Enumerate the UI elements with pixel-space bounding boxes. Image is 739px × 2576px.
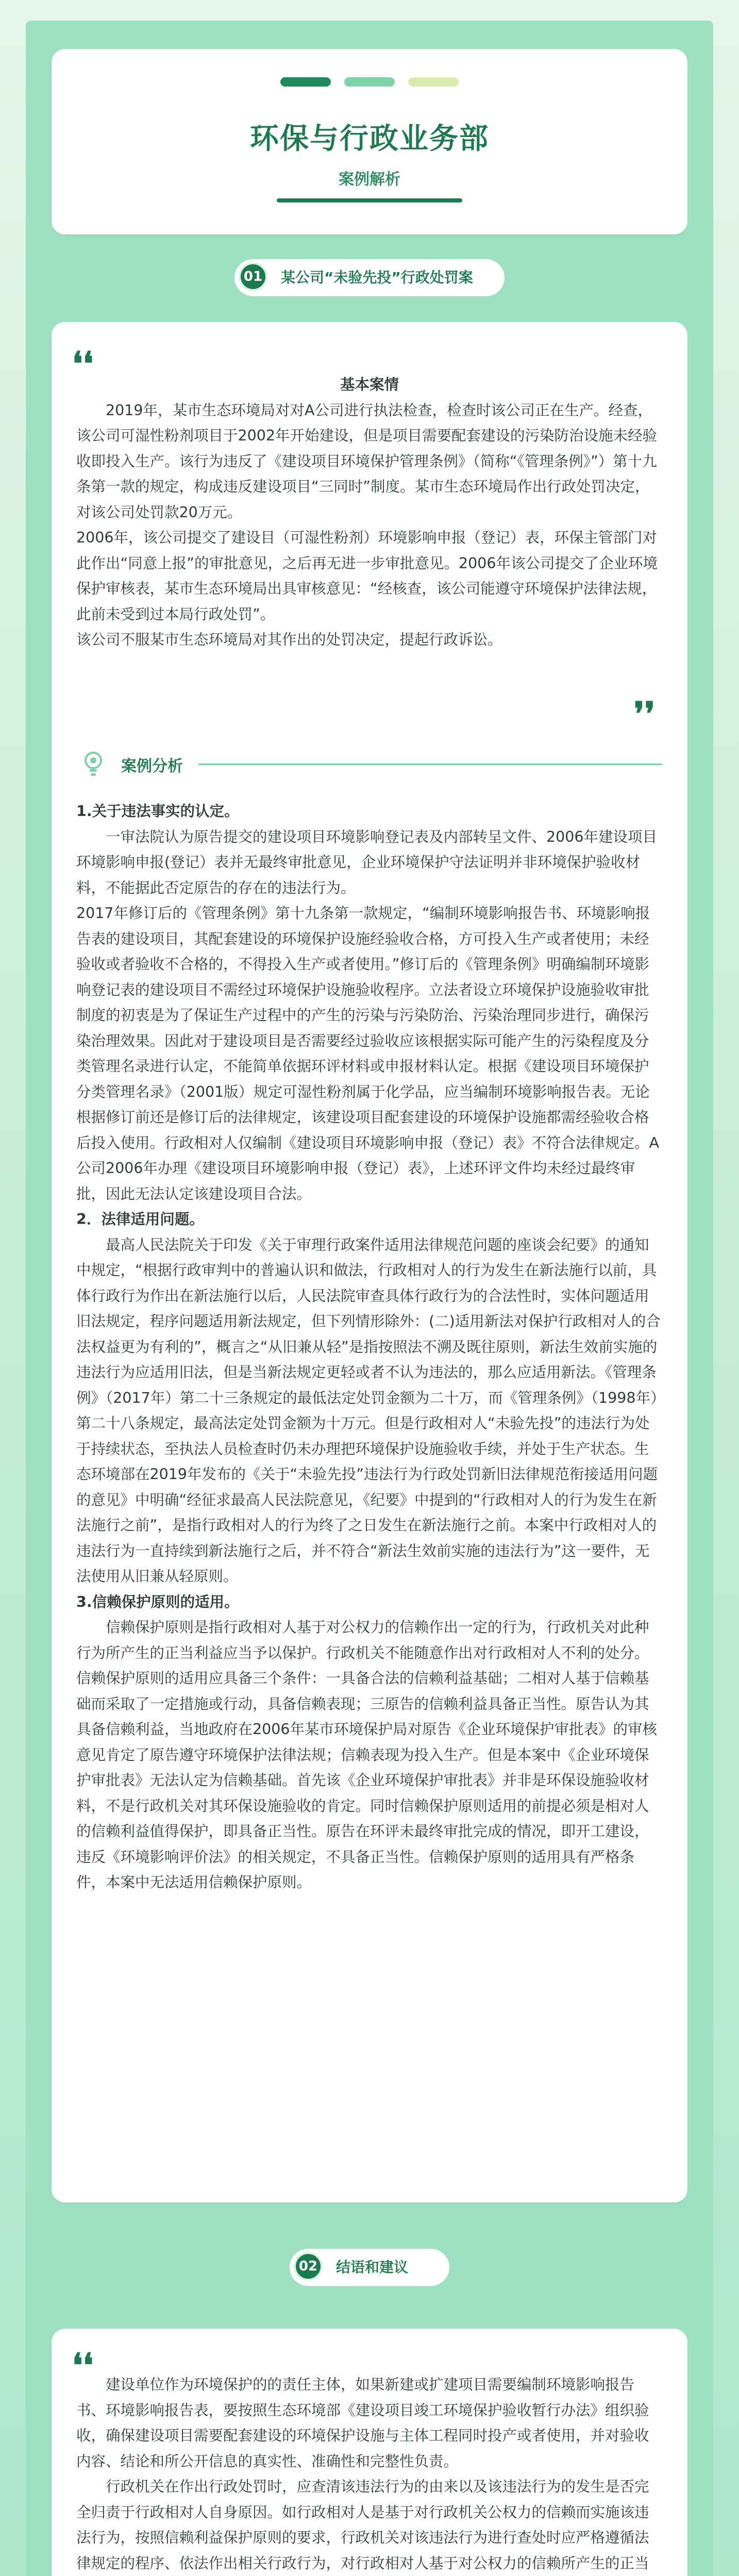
fact-paragraph: 该公司不服某市生态环境局对其作出的处罚决定，提起行政诉讼。 [76,631,502,648]
section-1-heading [234,259,505,296]
subtitle-underline [277,198,462,202]
fact-paragraph: 2019年，某市生态环境局对对A公司进行执法检查，检查时该公司正在生产。经查，该公司可湿性粉剂项目于2002年开始建设，但是项目需要配套建设的污染防治设施未经验收即投入生产。该行为违反了《建设项目环境保护管理条例》（简称“《管理条例》”）第十九条第一款的规定，构成违反建设项目“三同时”制度。某市生态环境局作出行政处罚决定，对该公司处罚款20万元。 [76,401,658,521]
analysis-label: 案例分析 [121,757,183,775]
basic-facts [76,372,663,653]
quote-open-icon: ❛❛ [72,2346,94,2385]
analysis-paragraph: 一审法院认为原告提交的建设项目环境影响登记表及内部转呈文件、2006年建设项目环境影响申报(登记）表并无最终审批意见，企业环境保护守法证明并非环境保护验收材料，不能据此否定原告的存在的违法行为。 [76,828,658,896]
analysis-paragraph: 信赖保护原则是指行政相对人基于对公权力的信赖作出一定的行为，行政机关对此种行为所产生的正当利益应当予以保护。行政机关不能随意作出对行政相对人不利的处分。信赖保护原则的适用应具备三个条件：一具备合法的信赖利益基础；二相对人基于信赖基础而采取了一定措施或行动，具备信赖表现；三原告的信赖利益具备正当性。原告认为其具备信赖利益，当地政府在2006年某市环境保护局对原告《企业环境保护审批表》的审核意见肯定了原告遵守环境保护法律法规；信赖表现为投入生产。但是本案中《企业环境保护审批表》无法认定为信赖基础。首先该《企业环境保护审批表》并非是环保设施验收材料，不是行政机关对其环保设施验收的肯定。同时信赖保护原则适用的前提必须是相对人的信赖利益值得保护，即具备正当性。原告在环评未最终审批完成的情况，即开工建设，违反《环境影响评价法》的相关规定，不具备正当性。信赖保护原则的适用具有严格条件，本案中无法适用信赖保护原则。 [76,1619,658,1891]
analysis-paragraph: 最高人民法院关于印发《关于审理行政案件适用法律规范问题的座谈会纪要》的通知中规定，“根据行政审判中的普遍认识和做法，行政相对人的行为发生在新法施行以前，具体行政行为作出在新法施行以后，人民法院审查具体行政行为的合法性时，实体问题适用旧法规定，程序问题适用新法规定，但下列情形除外：(二)适用新法对保护行政相对人的合法权益更为有利的”，概言之“从旧兼从轻”是指按照法不溯及既往原则，新法生效前实施的违法行为应适用旧法，但是当新法规定更轻或者不认为违法的，那么应适用新法。《管理条例》（2017年）第二十三条规定的最低法定处罚金额为二十万，而《管理条例》（1998年）第二十八条规定，最高法定处罚金额为十万元。但是行政相对人“未验先投”的违法行为处于持续状态，至执法人员检查时仍未办理把环境保护设施验收手续，并处于生产状态。生态环境部在2019年发布的《关于“未验先投”违法行为行政处罚新旧法律规范衔接适用问题的意见》中明确“经征求最高人民法院意见，《纪要》中提到的“行政相对人的行为发生在新法施行之前”，是指行政相对人的行为终了之日发生在新法施行之前。本案中行政相对人的违法行为一直持续到新法施行之后，并不符合“新法生效前实施的违法行为”这一要件，无法使用从旧兼从轻原则。 [76,1236,661,1585]
analysis-point-title: 1.关于违法事实的认定。 [76,803,239,820]
decor-bar [344,77,395,87]
section-number: 02 [294,2252,323,2281]
header-decoration [52,77,687,87]
case-analysis [76,799,663,1895]
section-2-heading [290,2249,449,2286]
analysis-divider [198,764,662,765]
quote-close-icon: ❜❜ [634,695,656,734]
analysis-paragraph: 2017年修订后的《管理条例》第十九条第一款规定，“编制环境影响报告书、环境影响报告表的建设项目，其配套建设的环境保护设施经验收合格，方可投入生产或者使用；未经验收或者验收不合格的，不得投入生产或者使用。”修订后的《管理条例》明确编制环境影响登记表的建设项目不需经过环境保护设施验收程序。立法者设立环境保护设施验收审批制度的初衷是为了保证生产过程中的产生的污染与污染防治、污染治理同步进行，确保污染治理效果。因此对于建设项目是否需要经过验收应该根据实际可能产生的污染程度及分类管理名录进行认定，不能简单依据环评材料或申报材料认定。根据《建设项目环境保护分类管理名录》（2001版）规定可湿性粉剂属于化学品，应当编制环境影响报告表。无论根据修订前还是修订后的法律规定，该建设项目配套建设的环境保护设施都需经验收合格后投入使用。行政相对人仅编制《建设项目环境影响申报（登记）表》不符合法律规定。A公司2006年办理《建设项目环境影响申报（登记）表》，上述环评文件均未经过最终审批，因此无法认定该建设项目合法。 [76,905,659,1202]
section-title: 结语和建议 [336,2259,409,2276]
page-subtitle: 案例解析 [339,171,400,189]
decor-bar [280,77,331,87]
header-card [52,49,687,234]
page-title: 环保与行政业务部 [250,122,489,156]
section-title: 某公司“未验先投”行政处罚案 [281,269,473,286]
analysis-point-title: 2．法律适用问题。 [76,1211,204,1228]
analysis-point-title: 3.信赖保护原则的适用。 [76,1593,239,1611]
fact-paragraph: 2006年，该公司提交了建设目（可湿性粉剂）环境影响申报（登记）表，环保主管部门对此作出“同意上报”的审批意见，之后再无进一步审批意见。2006年该公司提交了企业环境保护审核表，某市生态环境局出具审核意见：“经核查，该公司能遵守环境保护法律法规，此前未受到过本局行政处罚”。 [76,529,658,623]
decor-bar [408,77,459,87]
conclusion-text [76,2372,663,2576]
lightbulb-icon [82,751,104,778]
section-number: 01 [239,262,267,291]
quote-open-icon: ❛❛ [72,345,94,383]
conclusion-paragraph: 建设单位作为环境保护的的责任主体，如果新建或扩建项目需要编制环境影响报告书、环境影响报告表，要按照生态环境部《建设项目竣工环境保护验收暂行办法》组织验收，确保建设项目需要配套建设的环境保护设施与主体工程同时投产或者使用，并对验收内容、结论和所公开信息的真实性、准确性和完整性负责。 [76,2376,649,2470]
conclusion-paragraph: 行政机关在作出行政处罚时，应查清该违法行为的由来以及该违法行为的发生是否完全归责于行政相对人自身原因。如行政相对人是基于对行政机关公权力的信赖而实施该违法行为，按照信赖利益保护原则的要求，行政机关对该违法行为进行查处时应严格遵循法律规定的程序、依法作出相关行政行为，对行政相对人基于对公权力的信赖所产生的正当 [76,2478,649,2572]
case-heading: 基本案情 [340,376,399,393]
